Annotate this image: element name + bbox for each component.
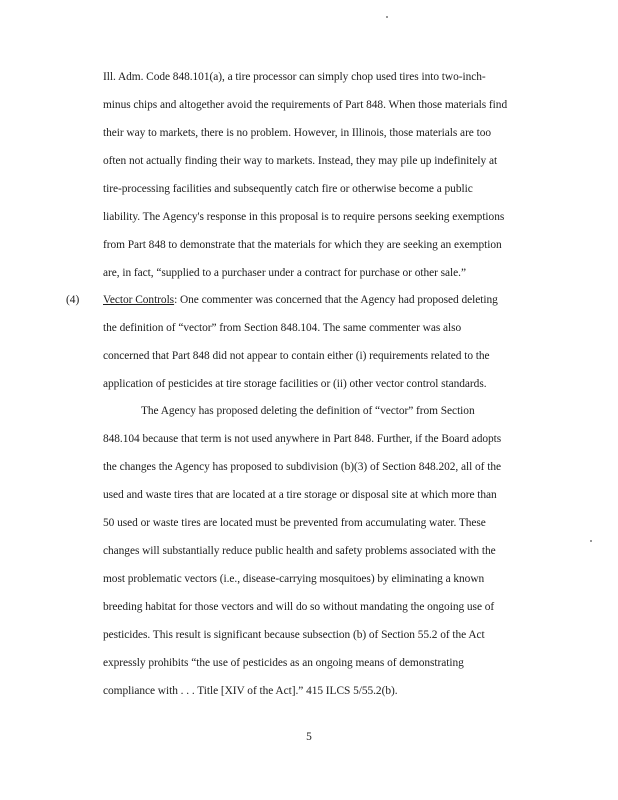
text-line: minus chips and altogether avoid the requirements of Part 848. When those materials find — [103, 99, 508, 111]
text-line: are, in fact, “supplied to a purchaser under a contract for purchase or other sale.” — [103, 267, 466, 279]
text-line: the changes the Agency has proposed to subdivision (b)(3) of Section 848.202, all of the — [103, 461, 501, 473]
text-line: liability. The Agency's response in this proposal is to require persons seeking exemptions — [103, 211, 505, 223]
text-line: pesticides. This result is significant because subsection (b) of Section 55.2 of the Act — [103, 629, 485, 641]
item-heading: Vector Controls — [103, 294, 175, 306]
text-line: compliance with . . . Title [XIV of the Act].” 415 ILCS 5/55.2(b). — [103, 685, 398, 697]
item-first-line-text: : One commenter was concerned that the Agency had proposed deleting — [174, 294, 498, 306]
text-line: concerned that Part 848 did not appear to contain either (i) requirements related to the — [103, 350, 490, 362]
text-line: Ill. Adm. Code 848.101(a), a tire processor can simply chop used tires into two-inch- — [103, 71, 486, 83]
text-line: breeding habitat for those vectors and will do so without mandating the ongoing use of — [103, 601, 495, 613]
scan-speck — [386, 16, 388, 18]
text-line: used and waste tires that are located at a tire storage or disposal site at which more than — [103, 489, 497, 501]
text-line: their way to markets, there is no problem. However, in Illinois, those materials are too — [103, 127, 492, 139]
text-line: often not actually finding their way to markets. Instead, they may pile up indefinitely at — [103, 155, 498, 167]
item-marker: (4) — [66, 294, 80, 306]
page-number: 5 — [306, 731, 312, 743]
text-line: 50 used or waste tires are located must be prevented from accumulating water. These — [103, 517, 486, 529]
text-line: from Part 848 to demonstrate that the materials for which they are seeking an exemption — [103, 239, 502, 251]
text-line: 848.104 because that term is not used anywhere in Part 848. Further, if the Board adopts — [103, 433, 502, 445]
text-line: changes will substantially reduce public health and safety problems associated with the — [103, 545, 496, 557]
text-line: expressly prohibits “the use of pesticides as an ongoing means of demonstrating — [103, 657, 464, 669]
text-line: The Agency has proposed deleting the definition of “vector” from Section — [141, 405, 475, 417]
text-line: most problematic vectors (i.e., disease-carrying mosquitoes) by eliminating a known — [103, 573, 485, 585]
text-line: the definition of “vector” from Section 848.104. The same commenter was also — [103, 322, 462, 334]
text-line: application of pesticides at tire storage facilities or (ii) other vector control standards. — [103, 378, 487, 390]
item-first-line — [103, 293, 498, 307]
text-line: tire-processing facilities and subsequently catch fire or otherwise become a public — [103, 183, 473, 195]
scan-speck — [590, 540, 592, 542]
